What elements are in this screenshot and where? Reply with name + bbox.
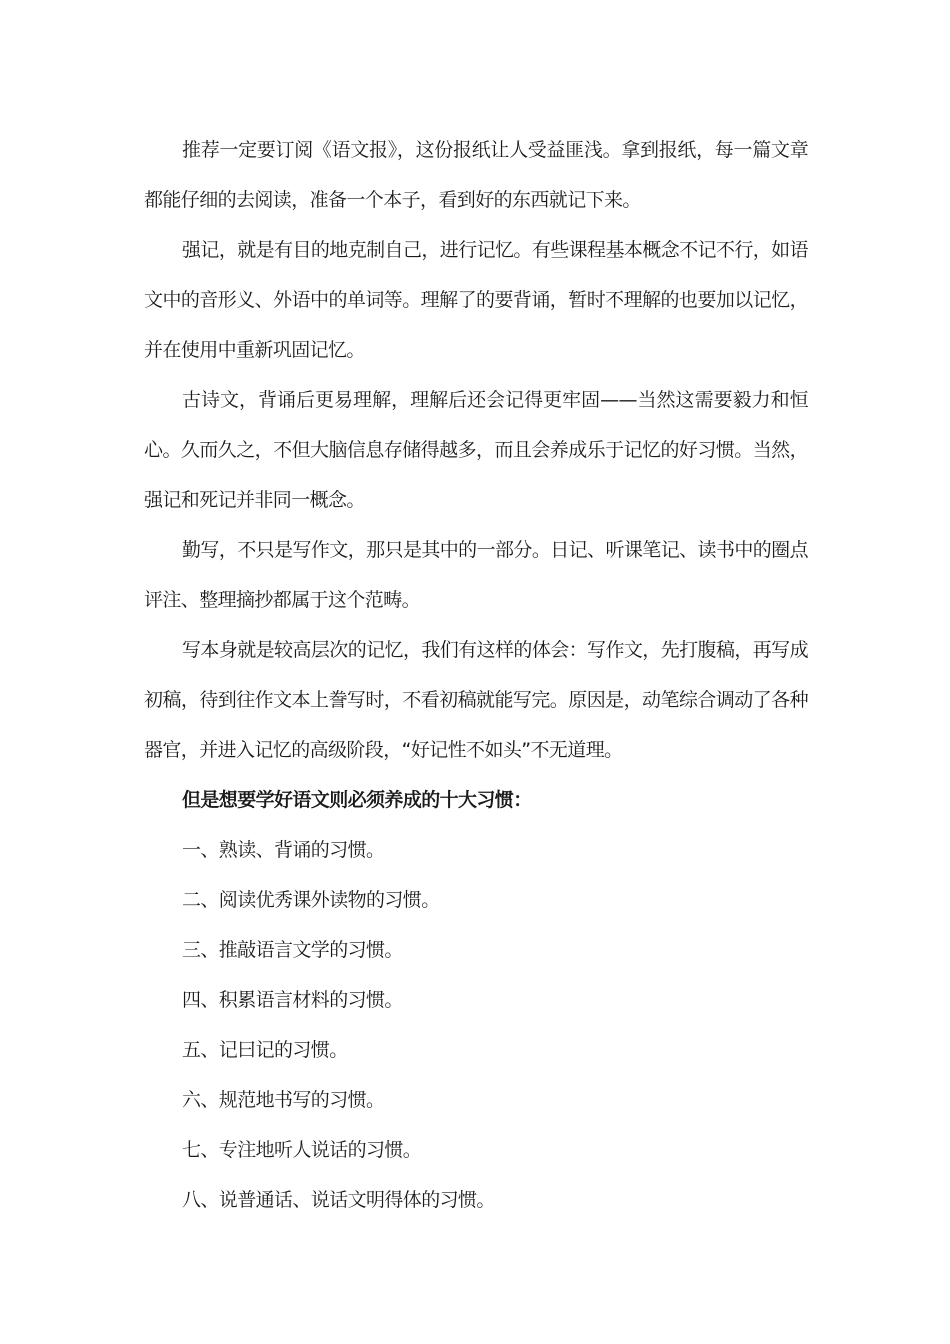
habits-heading: 但是想要学好语文则必须养成的十大习惯： <box>182 789 532 811</box>
habit-item: 六、规范地书写的习惯。 <box>182 1089 385 1111</box>
paragraph-diligent-writing: 勤写，不只是写作文，那只是其中的一部分。日记、听课笔记、读书中的圈点评注、整理摘抄都属于这个范畴。 <box>144 539 808 611</box>
habit-item: 一、熟读、背诵的习惯。 <box>182 839 385 861</box>
habit-item: 二、阅读优秀课外读物的习惯。 <box>182 889 440 911</box>
habit-item: 八、说普通话、说话文明得体的习惯。 <box>182 1189 495 1211</box>
habit-item: 四、积累语言材料的习惯。 <box>182 989 403 1011</box>
document-body <box>144 125 808 1225</box>
habit-item: 五、记曰记的习惯。 <box>182 1039 348 1061</box>
paragraph-ancient-poetry: 古诗文，背诵后更易理解，理解后还会记得更牢固——当然这需要毅力和恒心。久而久之，不但大脑信息存储得越多，而且会养成乐于记忆的好习惯。当然，强记和死记并非同一概念。 <box>144 389 808 511</box>
habit-item: 三、推敲语言文学的习惯。 <box>182 939 403 961</box>
paragraph-writing-memory: 写本身就是较高层次的记忆，我们有这样的体会：写作文，先打腹稿，再写成初稿，待到往作文本上誊写时，不看初稿就能写完。原因是，动笔综合调动了各种器官，并进入记忆的高级阶段，“好记性不如头”不无道理。 <box>144 639 808 761</box>
paragraph-memorization: 强记，就是有目的地克制自己，进行记忆。有些课程基本概念不记不行，如语文中的音形义、外语中的单词等。理解了的要背诵，暂时不理解的也要加以记忆，并在使用中重新巩固记忆。 <box>144 239 808 361</box>
paragraph-newspaper: 推荐一定要订阅《语文报》，这份报纸让人受益匪浅。拿到报纸，每一篇文章都能仔细的去阅读，准备一个本子，看到好的东西就记下来。 <box>144 139 808 211</box>
habit-item: 七、专注地听人说话的习惯。 <box>182 1139 422 1161</box>
